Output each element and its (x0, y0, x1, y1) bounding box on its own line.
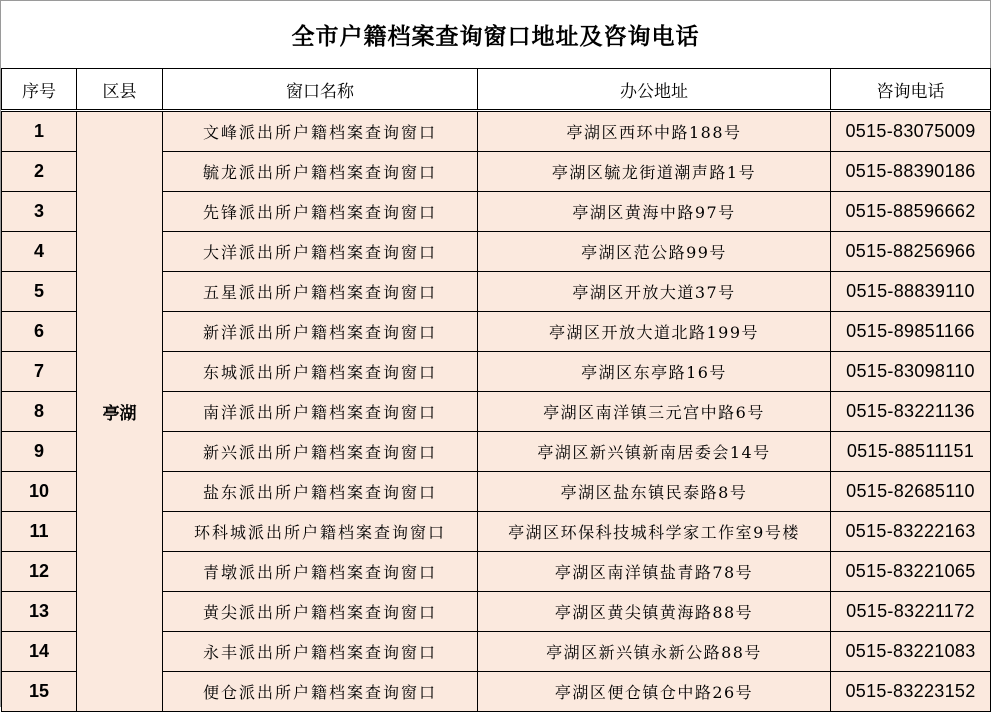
row-number: 14 (2, 632, 77, 672)
phone-number: 0515-88511151 (831, 432, 991, 472)
district-cell: 亭湖 (77, 111, 163, 712)
row-number: 1 (2, 111, 77, 152)
window-name: 青墩派出所户籍档案查询窗口 (163, 552, 478, 592)
window-name: 毓龙派出所户籍档案查询窗口 (163, 152, 478, 192)
phone-number: 0515-83221172 (831, 592, 991, 632)
window-name: 永丰派出所户籍档案查询窗口 (163, 632, 478, 672)
row-number: 7 (2, 352, 77, 392)
window-table (1, 68, 991, 712)
header-address: 办公地址 (478, 69, 831, 111)
window-name: 新洋派出所户籍档案查询窗口 (163, 312, 478, 352)
office-address: 亭湖区东亭路16号 (478, 352, 831, 392)
row-number: 13 (2, 592, 77, 632)
office-address: 亭湖区便仓镇仓中路26号 (478, 672, 831, 712)
office-address: 亭湖区环保科技城科学家工作室9号楼 (478, 512, 831, 552)
row-number: 8 (2, 392, 77, 432)
row-number: 5 (2, 272, 77, 312)
window-name: 五星派出所户籍档案查询窗口 (163, 272, 478, 312)
window-name: 便仓派出所户籍档案查询窗口 (163, 672, 478, 712)
window-name: 文峰派出所户籍档案查询窗口 (163, 111, 478, 152)
office-address: 亭湖区黄海中路97号 (478, 192, 831, 232)
phone-number: 0515-83222163 (831, 512, 991, 552)
row-number: 2 (2, 152, 77, 192)
office-address: 亭湖区开放大道北路199号 (478, 312, 831, 352)
office-address: 亭湖区新兴镇永新公路88号 (478, 632, 831, 672)
window-name: 环科城派出所户籍档案查询窗口 (163, 512, 478, 552)
row-number: 6 (2, 312, 77, 352)
window-name: 先锋派出所户籍档案查询窗口 (163, 192, 478, 232)
window-name: 东城派出所户籍档案查询窗口 (163, 352, 478, 392)
header-window-name: 窗口名称 (163, 69, 478, 111)
header-phone: 咨询电话 (831, 69, 991, 111)
phone-number: 0515-82685110 (831, 472, 991, 512)
office-address: 亭湖区范公路99号 (478, 232, 831, 272)
window-name: 新兴派出所户籍档案查询窗口 (163, 432, 478, 472)
window-name: 南洋派出所户籍档案查询窗口 (163, 392, 478, 432)
phone-number: 0515-89851166 (831, 312, 991, 352)
office-address: 亭湖区新兴镇新南居委会14号 (478, 432, 831, 472)
phone-number: 0515-88390186 (831, 152, 991, 192)
row-number: 4 (2, 232, 77, 272)
window-name: 盐东派出所户籍档案查询窗口 (163, 472, 478, 512)
office-address: 亭湖区南洋镇三元宫中路6号 (478, 392, 831, 432)
row-number: 11 (2, 512, 77, 552)
office-address: 亭湖区西环中路188号 (478, 111, 831, 152)
row-number: 9 (2, 432, 77, 472)
window-name: 大洋派出所户籍档案查询窗口 (163, 232, 478, 272)
phone-number: 0515-83223152 (831, 672, 991, 712)
header-no: 序号 (2, 69, 77, 111)
phone-number: 0515-88596662 (831, 192, 991, 232)
office-address: 亭湖区毓龙街道潮声路1号 (478, 152, 831, 192)
table-row (2, 111, 991, 152)
row-number: 10 (2, 472, 77, 512)
phone-number: 0515-83221065 (831, 552, 991, 592)
office-address: 亭湖区盐东镇民泰路8号 (478, 472, 831, 512)
page-title: 全市户籍档案查询窗口地址及咨询电话 (291, 24, 700, 50)
row-number: 15 (2, 672, 77, 712)
row-number: 12 (2, 552, 77, 592)
phone-number: 0515-88839110 (831, 272, 991, 312)
office-address: 亭湖区黄尖镇黄海路88号 (478, 592, 831, 632)
row-number: 3 (2, 192, 77, 232)
office-address: 亭湖区开放大道37号 (478, 272, 831, 312)
window-name: 黄尖派出所户籍档案查询窗口 (163, 592, 478, 632)
header-row (2, 69, 991, 111)
phone-number: 0515-83221083 (831, 632, 991, 672)
phone-number: 0515-88256966 (831, 232, 991, 272)
phone-number: 0515-83075009 (831, 111, 991, 152)
phone-number: 0515-83098110 (831, 352, 991, 392)
header-district: 区县 (77, 69, 163, 111)
phone-number: 0515-83221136 (831, 392, 991, 432)
office-address: 亭湖区南洋镇盐青路78号 (478, 552, 831, 592)
